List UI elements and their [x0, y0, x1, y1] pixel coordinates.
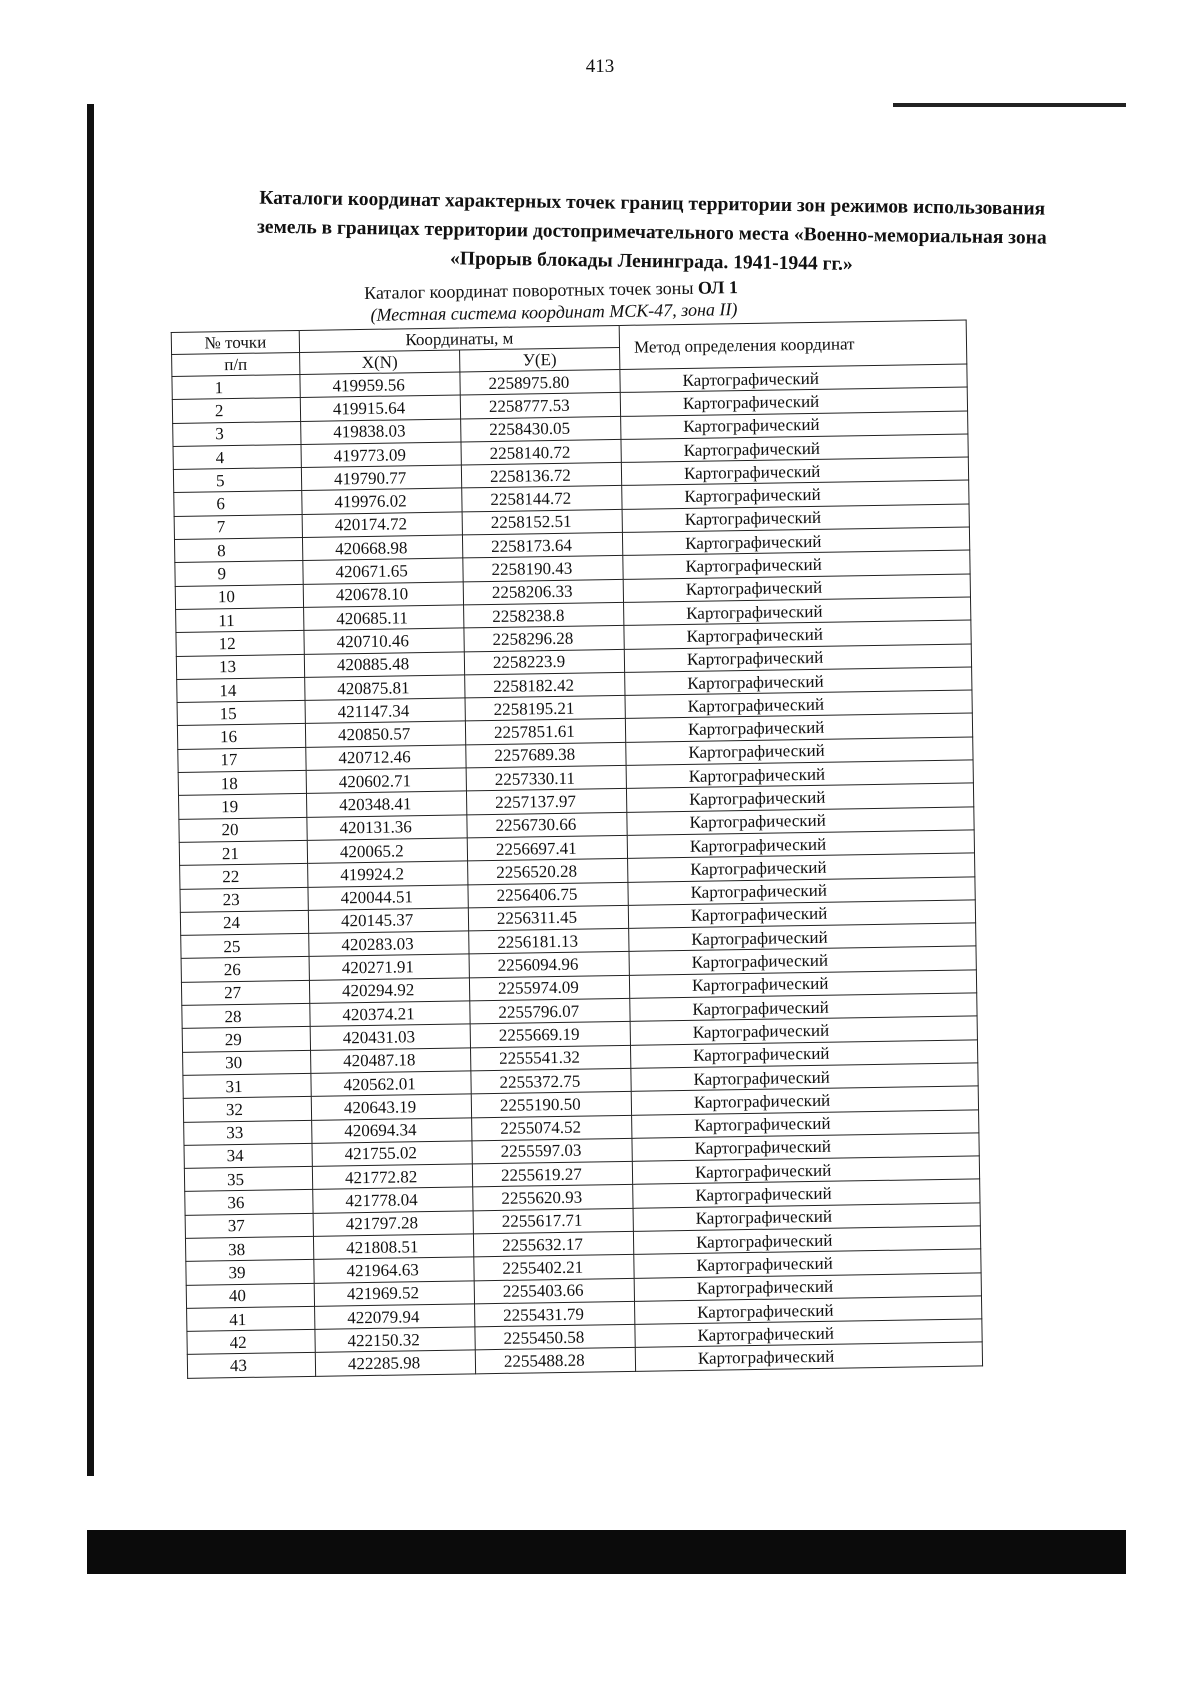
y-coordinate-cell: 2258238.8	[464, 602, 624, 628]
method-cell: Картографический	[626, 737, 973, 766]
method-cell: Картографический	[629, 970, 976, 999]
y-coordinate-cell: 2255190.50	[471, 1092, 631, 1118]
point-number-cell: 11	[176, 607, 304, 632]
x-coordinate-cell: 420710.46	[304, 628, 464, 654]
y-coordinate-cell: 2257137.97	[466, 789, 626, 815]
point-number-cell: 34	[184, 1143, 312, 1168]
x-coordinate-cell: 420885.48	[304, 651, 464, 677]
y-coordinate-cell: 2258296.28	[464, 626, 624, 652]
method-cell: Картографический	[628, 900, 975, 929]
method-cell: Картографический	[632, 1156, 979, 1185]
method-cell: Картографический	[632, 1133, 979, 1162]
method-cell: Картографический	[621, 411, 968, 440]
point-number-cell: 7	[174, 514, 302, 539]
y-coordinate-cell: 2255488.28	[475, 1348, 635, 1374]
x-coordinate-cell: 419773.09	[301, 442, 461, 468]
y-coordinate-cell: 2258140.72	[461, 439, 621, 465]
y-coordinate-cell: 2255403.66	[474, 1278, 634, 1304]
x-coordinate-cell: 421964.63	[314, 1257, 474, 1283]
scan-bottom-band	[87, 1530, 1126, 1574]
y-coordinate-cell: 2255617.71	[473, 1208, 633, 1234]
method-cell: Картографический	[634, 1249, 981, 1278]
point-number-cell: 5	[173, 468, 301, 493]
point-number-cell: 1	[172, 374, 300, 399]
y-coordinate-cell: 2256520.28	[468, 859, 628, 885]
method-cell: Картографический	[635, 1319, 982, 1348]
x-coordinate-cell: 420875.81	[305, 675, 465, 701]
point-number-cell: 17	[178, 747, 306, 772]
header-x: X(N)	[300, 350, 460, 375]
method-cell: Картографический	[622, 480, 969, 509]
method-cell: Картографический	[622, 527, 969, 556]
y-coordinate-cell: 2255402.21	[474, 1255, 634, 1281]
x-coordinate-cell: 422079.94	[315, 1304, 475, 1330]
point-number-cell: 18	[178, 770, 306, 795]
y-coordinate-cell: 2255597.03	[472, 1138, 632, 1164]
point-number-cell: 32	[183, 1097, 311, 1122]
y-coordinate-cell: 2255074.52	[472, 1115, 632, 1141]
y-coordinate-cell: 2255450.58	[475, 1324, 635, 1350]
method-cell: Картографический	[626, 783, 973, 812]
y-coordinate-cell: 2255619.27	[472, 1161, 632, 1187]
y-coordinate-cell: 2257330.11	[466, 765, 626, 791]
point-number-cell: 12	[176, 631, 304, 656]
method-cell: Картографический	[630, 993, 977, 1022]
point-number-cell: 26	[181, 957, 309, 982]
x-coordinate-cell: 419976.02	[302, 488, 462, 514]
method-cell: Картографический	[635, 1296, 982, 1325]
point-number-cell: 3	[173, 421, 301, 446]
method-cell: Картографический	[627, 830, 974, 859]
method-cell: Картографический	[629, 946, 976, 975]
y-coordinate-cell: 2256094.96	[469, 952, 629, 978]
method-cell: Картографический	[634, 1272, 981, 1301]
x-coordinate-cell: 421778.04	[313, 1187, 473, 1213]
method-cell: Картографический	[633, 1179, 980, 1208]
y-coordinate-cell: 2255669.19	[470, 1022, 630, 1048]
header-y: У(E)	[460, 347, 620, 372]
zone-name: ОЛ 1	[697, 277, 739, 298]
y-coordinate-cell: 2255372.75	[471, 1068, 631, 1094]
header-method: Метод определения координат	[619, 320, 967, 369]
point-number-cell: 42	[187, 1330, 315, 1355]
y-coordinate-cell: 2258136.72	[461, 463, 621, 489]
method-cell: Картографический	[621, 457, 968, 486]
method-cell: Картографический	[631, 1086, 978, 1115]
header-point-number-1: № точки	[171, 330, 299, 354]
method-cell: Картографический	[628, 876, 975, 905]
point-number-cell: 2	[172, 398, 300, 423]
x-coordinate-cell: 422150.32	[315, 1327, 475, 1353]
point-number-cell: 38	[185, 1236, 313, 1261]
y-coordinate-cell: 2256730.66	[467, 812, 627, 838]
coordinate-system-caption: (Местная система координат МСК-47, зона II)	[370, 299, 738, 325]
x-coordinate-cell: 420668.98	[302, 535, 462, 561]
y-coordinate-cell: 2256181.13	[469, 928, 629, 954]
point-number-cell: 8	[174, 538, 302, 563]
method-cell: Картографический	[628, 853, 975, 882]
method-cell: Картографический	[635, 1342, 982, 1371]
coordinates-table	[171, 319, 983, 1378]
point-number-cell: 39	[186, 1260, 314, 1285]
point-number-cell: 33	[184, 1120, 312, 1145]
x-coordinate-cell: 420044.51	[308, 884, 468, 910]
y-coordinate-cell: 2258152.51	[462, 509, 622, 535]
x-coordinate-cell: 420131.36	[307, 815, 467, 841]
method-cell: Картографический	[620, 387, 967, 416]
x-coordinate-cell: 420685.11	[304, 605, 464, 631]
x-coordinate-cell: 419838.03	[301, 419, 461, 445]
x-coordinate-cell: 420271.91	[309, 954, 469, 980]
method-cell: Картографический	[627, 807, 974, 836]
point-number-cell: 24	[180, 910, 308, 935]
y-coordinate-cell: 2258190.43	[463, 556, 623, 582]
method-cell: Картографический	[624, 597, 971, 626]
y-coordinate-cell: 2255974.09	[469, 975, 629, 1001]
method-cell: Картографический	[624, 644, 971, 673]
point-number-cell: 6	[174, 491, 302, 516]
point-number-cell: 41	[187, 1306, 315, 1331]
table-body	[172, 364, 983, 1378]
y-coordinate-cell: 2258223.9	[464, 649, 624, 675]
x-coordinate-cell: 422285.98	[315, 1350, 475, 1376]
method-cell: Картографический	[625, 690, 972, 719]
x-coordinate-cell: 420712.46	[306, 745, 466, 771]
y-coordinate-cell: 2258195.21	[465, 696, 625, 722]
top-rule	[893, 103, 1126, 107]
method-cell: Картографический	[620, 364, 967, 393]
point-number-cell: 19	[179, 794, 307, 819]
method-cell: Картографический	[633, 1203, 980, 1232]
point-number-cell: 10	[175, 584, 303, 609]
point-number-cell: 35	[184, 1166, 312, 1191]
point-number-cell: 31	[183, 1073, 311, 1098]
y-coordinate-cell: 2255541.32	[470, 1045, 630, 1071]
y-coordinate-cell: 2258975.80	[460, 369, 620, 395]
point-number-cell: 15	[177, 701, 305, 726]
x-coordinate-cell: 420145.37	[308, 908, 468, 934]
method-cell: Картографический	[630, 1016, 977, 1045]
x-coordinate-cell: 420850.57	[305, 721, 465, 747]
x-coordinate-cell: 420694.34	[312, 1117, 472, 1143]
point-number-cell: 29	[182, 1027, 310, 1052]
x-coordinate-cell: 421772.82	[312, 1164, 472, 1190]
point-number-cell: 9	[175, 561, 303, 586]
method-cell: Картографический	[625, 667, 972, 696]
point-number-cell: 43	[187, 1353, 315, 1378]
point-number-cell: 40	[186, 1283, 314, 1308]
point-number-cell: 21	[179, 840, 307, 865]
title-line-1: Каталоги координат характерных точек границ территории зон режимов использования	[259, 187, 1046, 220]
y-coordinate-cell: 2258182.42	[465, 672, 625, 698]
x-coordinate-cell: 420671.65	[303, 558, 463, 584]
x-coordinate-cell: 420348.41	[306, 791, 466, 817]
point-number-cell: 16	[177, 724, 305, 749]
y-coordinate-cell: 2257851.61	[465, 719, 625, 745]
method-cell: Картографический	[623, 574, 970, 603]
x-coordinate-cell: 419959.56	[300, 372, 460, 398]
point-number-cell: 36	[185, 1190, 313, 1215]
y-coordinate-cell: 2255632.17	[473, 1231, 633, 1257]
method-cell: Картографический	[626, 760, 973, 789]
y-coordinate-cell: 2256697.41	[467, 835, 627, 861]
x-coordinate-cell: 420065.2	[307, 838, 467, 864]
y-coordinate-cell: 2258206.33	[463, 579, 623, 605]
method-cell: Картографический	[625, 713, 972, 742]
method-cell: Картографический	[624, 620, 971, 649]
x-coordinate-cell: 419924.2	[308, 861, 468, 887]
point-number-cell: 4	[173, 444, 301, 469]
method-cell: Картографический	[633, 1226, 980, 1255]
y-coordinate-cell: 2258173.64	[462, 533, 622, 559]
point-number-cell: 37	[185, 1213, 313, 1238]
x-coordinate-cell: 420602.71	[306, 768, 466, 794]
x-coordinate-cell: 420678.10	[303, 582, 463, 608]
catalog-caption-text: Каталог координат поворотных точек зоны	[363, 277, 694, 303]
y-coordinate-cell: 2258144.72	[462, 486, 622, 512]
point-number-cell: 22	[180, 864, 308, 889]
x-coordinate-cell: 420174.72	[302, 512, 462, 538]
header-point-number-2: п/п	[172, 352, 300, 376]
page-number: 413	[585, 56, 615, 77]
x-coordinate-cell: 420374.21	[310, 1001, 470, 1027]
point-number-cell: 28	[182, 1003, 310, 1028]
document-title	[214, 183, 1090, 282]
y-coordinate-cell: 2258777.53	[460, 393, 620, 419]
scan-left-edge	[87, 104, 94, 1476]
x-coordinate-cell: 420643.19	[311, 1094, 471, 1120]
x-coordinate-cell: 421808.51	[313, 1234, 473, 1260]
title-line-2: земель в границах территории достопримечательного места «Военно-мемориальная зона	[256, 216, 1047, 249]
x-coordinate-cell: 420283.03	[309, 931, 469, 957]
y-coordinate-cell: 2255796.07	[470, 998, 630, 1024]
x-coordinate-cell: 420562.01	[311, 1071, 471, 1097]
x-coordinate-cell: 421969.52	[314, 1280, 474, 1306]
point-number-cell: 14	[177, 677, 305, 702]
y-coordinate-cell: 2256311.45	[468, 905, 628, 931]
y-coordinate-cell: 2258430.05	[461, 416, 621, 442]
x-coordinate-cell: 420431.03	[310, 1024, 470, 1050]
method-cell: Картографический	[623, 550, 970, 579]
x-coordinate-cell: 419790.77	[301, 465, 461, 491]
method-cell: Картографический	[631, 1063, 978, 1092]
x-coordinate-cell: 419915.64	[300, 395, 460, 421]
x-coordinate-cell: 421755.02	[312, 1141, 472, 1167]
y-coordinate-cell: 2255431.79	[475, 1301, 635, 1327]
x-coordinate-cell: 421147.34	[305, 698, 465, 724]
x-coordinate-cell: 420487.18	[311, 1047, 471, 1073]
title-line-3: «Прорыв блокады Ленинграда. 1941-1944 гг.»	[449, 248, 853, 275]
method-cell: Картографический	[622, 504, 969, 533]
header-coordinates: Координаты, м	[299, 325, 619, 352]
point-number-cell: 20	[179, 817, 307, 842]
method-cell: Картографический	[621, 434, 968, 463]
point-number-cell: 27	[181, 980, 309, 1005]
y-coordinate-cell: 2256406.75	[468, 882, 628, 908]
point-number-cell: 25	[181, 934, 309, 959]
point-number-cell: 23	[180, 887, 308, 912]
y-coordinate-cell: 2255620.93	[473, 1185, 633, 1211]
point-number-cell: 13	[176, 654, 304, 679]
method-cell: Картографический	[630, 1040, 977, 1069]
method-cell: Картографический	[632, 1109, 979, 1138]
x-coordinate-cell: 420294.92	[309, 978, 469, 1004]
point-number-cell: 30	[183, 1050, 311, 1075]
method-cell: Картографический	[629, 923, 976, 952]
y-coordinate-cell: 2257689.38	[466, 742, 626, 768]
x-coordinate-cell: 421797.28	[313, 1211, 473, 1237]
